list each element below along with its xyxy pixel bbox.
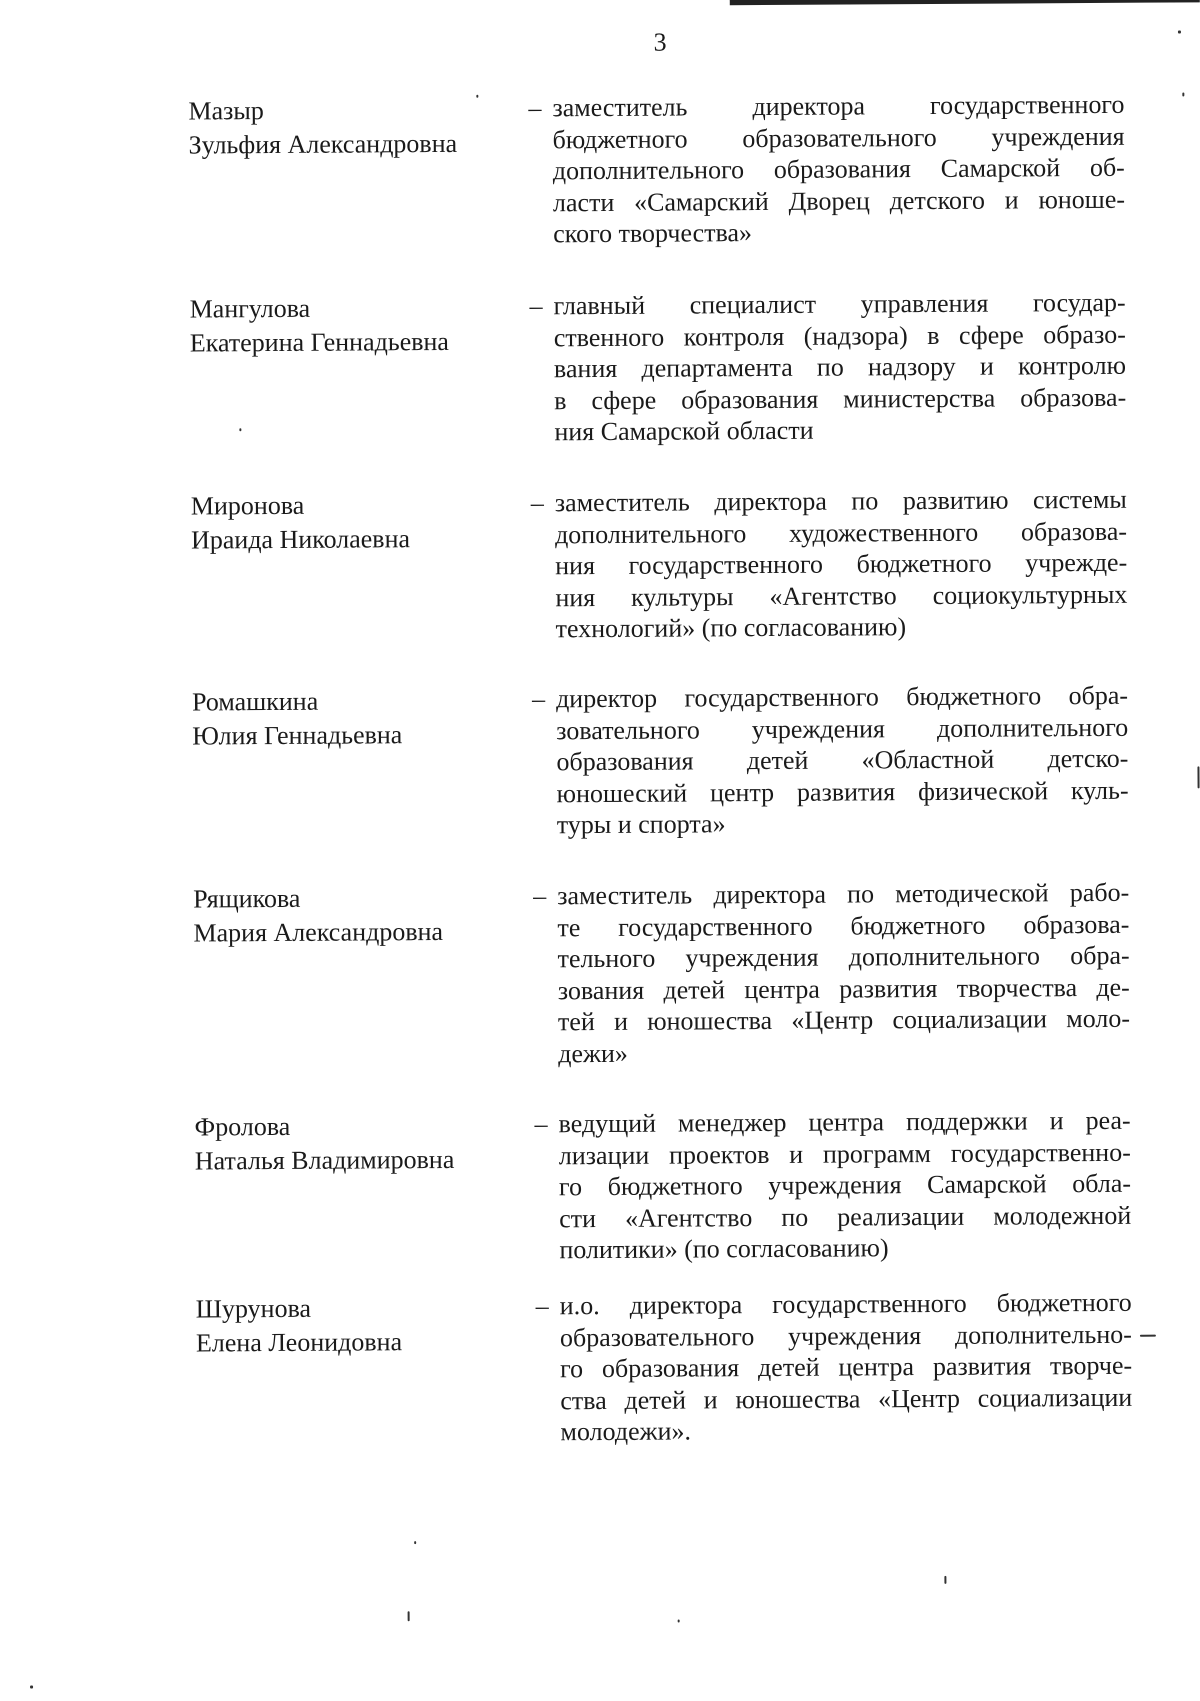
member-position [555, 484, 1128, 645]
member-name [191, 487, 521, 557]
member-position [557, 877, 1130, 1069]
position-line: директор государственного бюджетного обра- [555, 680, 1129, 714]
member-surname: Миронова [190, 490, 305, 521]
member-name [190, 290, 520, 360]
position-line: лизации проектов и программ государственно- [558, 1137, 1131, 1170]
list-dash: – [531, 684, 546, 714]
member-position [554, 287, 1127, 448]
position-line: ния культуры «Агентство социокультурных [555, 579, 1128, 612]
member-entry [4, 679, 1200, 840]
position-line: ства детей и юношества «Центр социализации [560, 1382, 1133, 1415]
member-entry [8, 1286, 1200, 1447]
position-line: ния государственного бюджетного учрежде- [555, 547, 1128, 581]
member-given-name: Зульфия Александровна [188, 128, 458, 160]
member-name [188, 92, 518, 162]
position-line: технологий» (по согласованию) [555, 612, 907, 644]
scan-speck [414, 1541, 416, 1544]
position-line: го бюджетного учреждения Самарской обла- [558, 1168, 1132, 1202]
position-line: дополнительного художественного образова- [554, 516, 1128, 549]
position-line: тей и юношества «Центр социализации моло- [557, 1003, 1131, 1037]
position-line: те государственного бюджетного образова- [557, 909, 1130, 942]
position-line: политики» (по согласованию) [559, 1233, 889, 1265]
member-entry [0, 88, 1200, 249]
position-line: заместитель директора по развитию системы [554, 484, 1127, 518]
position-line: заместитель директора государственного [552, 89, 1125, 123]
member-surname: Ромашкина [191, 686, 319, 717]
scan-speck [1140, 1335, 1156, 1337]
position-line: молодежи». [560, 1416, 692, 1447]
position-line: вания департамента по надзору и контролю [553, 350, 1127, 384]
position-line: бюджетного образовательного учреждения [552, 121, 1125, 154]
member-surname: Фролова [194, 1111, 291, 1142]
member-entry [5, 876, 1200, 1068]
member-given-name: Мария Александровна [193, 916, 444, 948]
position-line: зовательного учреждения дополнительного [556, 712, 1129, 745]
list-dash: – [535, 1291, 549, 1321]
position-line: образовательного учреждения дополнительно- [559, 1319, 1133, 1352]
position-line: в сфере образования министерства образова- [554, 382, 1127, 415]
scan-speck [476, 95, 478, 98]
position-line: сти «Агентство по реализации молодежной [559, 1200, 1132, 1233]
position-line: ния Самарской области [554, 415, 814, 447]
position-line: образования детей «Областной детско- [556, 743, 1129, 777]
scan-speck [678, 1620, 680, 1623]
list-dash: – [529, 291, 543, 321]
member-name [193, 880, 523, 950]
list-dash: – [530, 488, 544, 518]
member-position [559, 1105, 1132, 1266]
scan-speck [30, 1685, 33, 1688]
position-line: зования детей центра развития творчества де- [557, 972, 1130, 1005]
scan-speck [408, 1611, 410, 1621]
scan-speck [1178, 30, 1181, 33]
member-given-name: Наталья Владимировна [194, 1144, 455, 1176]
member-name [192, 683, 522, 753]
list-dash: – [528, 93, 542, 123]
member-position [560, 1287, 1133, 1448]
member-surname: Мазыр [188, 96, 264, 126]
list-dash: – [533, 881, 547, 911]
member-entry [3, 483, 1200, 644]
member-name [195, 1108, 525, 1178]
position-line: главный специалист управления государ- [553, 287, 1126, 321]
page-number: 3 [653, 27, 667, 57]
position-line: туры и спорта» [556, 809, 726, 840]
member-surname: Мангулова [189, 293, 311, 324]
list-dash: – [534, 1109, 548, 1139]
member-entry [7, 1104, 1200, 1265]
member-given-name: Екатерина Геннадьевна [189, 326, 450, 358]
position-line: ведущий менеджер центра поддержки и реа- [558, 1105, 1131, 1139]
member-name [196, 1290, 526, 1360]
position-line: ственного контроля (надзора) в сфере образо- [553, 319, 1126, 352]
member-entry [2, 286, 1200, 447]
position-line: тельного учреждения дополнительного обра- [557, 940, 1130, 974]
scan-speck [944, 1576, 946, 1584]
position-line: и.о. директора государственного бюджетного [559, 1287, 1132, 1321]
position-line: ласти «Самарский Дворец детского и юноше- [552, 184, 1126, 217]
member-given-name: Елена Леонидовна [195, 1327, 403, 1358]
position-line: го образования детей центра развития творче- [560, 1350, 1133, 1384]
member-given-name: Юлия Геннадьевна [192, 720, 403, 751]
member-surname: Шурунова [195, 1293, 312, 1324]
member-given-name: Ираида Николаевна [190, 524, 411, 555]
scan-speck [1197, 766, 1199, 788]
position-line: ского творчества» [553, 218, 753, 249]
member-position [552, 89, 1125, 250]
position-line: заместитель директора по методической рабо- [557, 877, 1130, 911]
position-line: дежи» [558, 1038, 628, 1068]
member-position [556, 680, 1129, 841]
position-line: юношеский центр развития физической куль- [556, 775, 1129, 808]
scan-speck [1182, 92, 1184, 96]
position-line: дополнительного образования Самарской об- [552, 152, 1125, 186]
scan-edge-mark [730, 0, 1200, 5]
member-surname: Рящикова [193, 883, 301, 914]
scan-speck [239, 428, 241, 431]
